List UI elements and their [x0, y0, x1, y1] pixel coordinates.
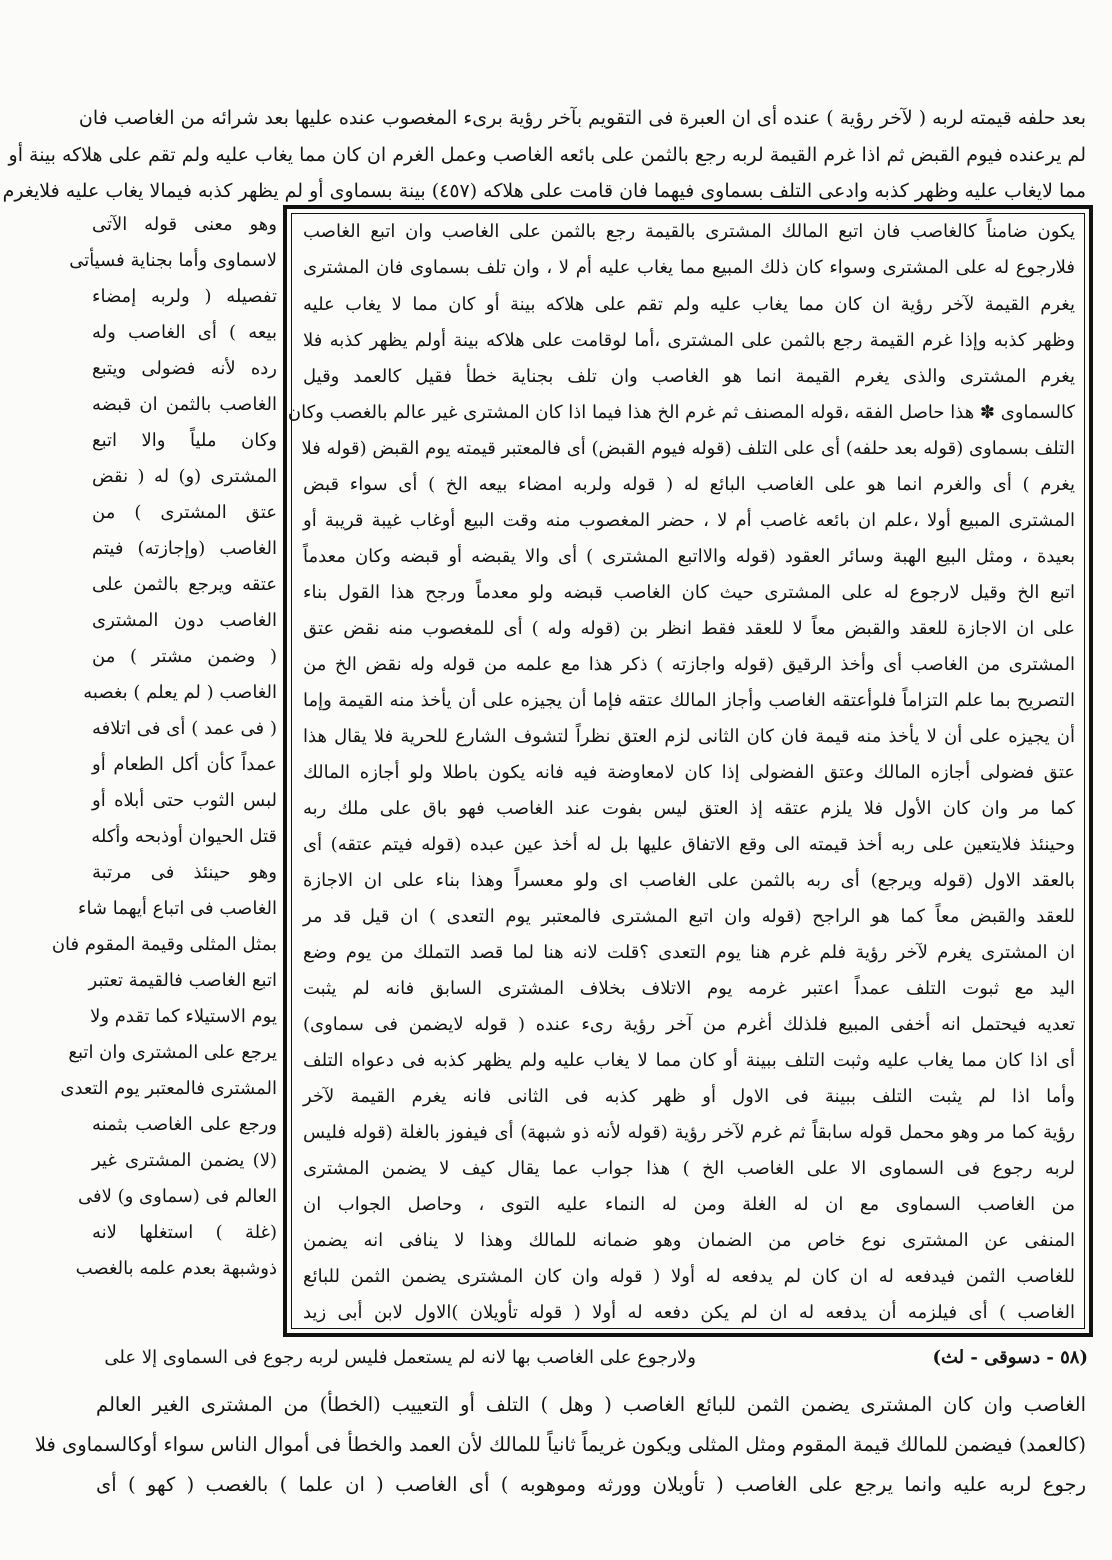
commentary-line: للغاصب الثمن فيدفعه له ان كان لم يدفعه له أولا ( قوله وان كان المشترى يضمن الثمن للبائع — [303, 1266, 1075, 1287]
side-line: اتبع الغاصب فالقيمة تعتبر — [88, 970, 277, 991]
side-line: ذوشبهة بعدم علمه بالغصب — [75, 1258, 277, 1279]
commentary-line: وأما اذا لم يثبت التلف ببينة فى الاول أو ظهر كذبه فى الثانى فانه يغرم القيمة لآخر — [303, 1086, 1075, 1107]
bottom-line: رجوع لربه عليه وانما يرجع على الغاصب ( تأويلان وورثه وموهوبه ) أى الغاصب ( ان علما ) بالغصب ( كهو ) أى — [96, 1473, 1086, 1496]
footnote-tail: ولارجوع على الغاصب بها لانه لم يستعمل فليس لربه رجوع فى السماوى إلا على — [104, 1347, 696, 1368]
side-line: رده لأنه فضولى ويتبع — [92, 358, 277, 379]
side-line: الغاصب (وإجازته) فيتم — [92, 538, 277, 559]
side-line: عمداً كأن أكل الطعام أو — [92, 754, 277, 775]
side-line: بمثل المثلى وقيمة المقوم فان — [51, 934, 277, 955]
side-line: المشترى فالمعتبر يوم التعدى — [60, 1078, 277, 1099]
commentary-line: أن يجيزه على أن لا يأخذ منه قيمة فان كان الثانى لزم العتق نظراً لتشوف الشارع للحرية فلا يقال هذا — [303, 726, 1075, 747]
side-line: ( وضمن مشتر ) من — [92, 646, 277, 667]
commentary-line: تعديه فيحتمل انه أخفى المبيع فلذلك أغرم من آخر رؤية رىء عنده ( قوله لايضمن فى سماوى) — [303, 1014, 1075, 1035]
commentary-line: بعيدة ، ومثل البيع الهبة وسائر العقود (قوله والااتبع المشترى ) أى والا يقبضه أو قبضه وكان معدماً — [303, 546, 1075, 567]
commentary-line: فلارجوع له على المشترى وسواء كان ذلك المبيع مما يغاب عليه أم لا ، وان تلف بسماوى فان المشترى — [303, 257, 1075, 278]
side-line: ورجع على الغاصب بثمنه — [92, 1114, 277, 1135]
commentary-line: يغرم القيمة لآخر رؤية ان كان مما يغاب عليه ولم تقم على هلاكه بينة أو كان مما لا يغاب عليه — [303, 294, 1075, 315]
commentary-line: كما مر وان كان الأول فلا يلزم عتقه إذ العتق ليس بفوت عند الغاصب فهو باق على ملك ربه — [303, 798, 1075, 819]
commentary-line: عتق فضولى أجازه المالك وعتق الفضولى إذا كان لامعاوضة فيه فانه يكون باطلا ولو أجازه المالك — [303, 762, 1075, 783]
side-line: الغاصب فى اتباع أيهما شاء — [77, 898, 277, 919]
commentary-line: بالعقد الاول (قوله ويرجع) أى ربه بالثمن على الغاصب اى ولو معسراً وهذا بناء على ان الاجازة — [303, 870, 1075, 891]
bottom-line: الغاصب وان كان المشترى يضمن الثمن للبائع الغاصب ( وهل ) التلف أو التعييب (الخطأ) من المشترى الغير العالم — [96, 1393, 1086, 1416]
commentary-line: المنفى عن المشترى نوع خاص من الضمان وهو ضمانه للمالك وهذا لا ينافى انه يضمن — [303, 1230, 1075, 1251]
commentary-line: اليد مع ثبوت التلف عمداً اعتبر غرمه يوم الاتلاف بخلاف المشترى السابق فانه لم يثبت — [303, 978, 1075, 999]
side-line: عتق المشترى ) من — [92, 502, 277, 523]
side-line: قتل الحيوان أوذبحه وأكله — [91, 826, 277, 847]
top-line: لم يرعنده فيوم القبض ثم اذا غرم القيمة لربه رجع بالثمن على بائعه الغاصب وعمل الغرم ان كان مما يغاب عليه ولم تقم على هلاكه بينة أو — [8, 144, 1086, 166]
commentary-line: يغرم المشترى والذى يغرم القيمة انما هو الغاصب وان تلف بجناية خطأ فقيل كالعمد وقيل — [303, 366, 1075, 387]
commentary-line: يكون ضامناً كالغاصب فان اتبع المالك المشترى بالقيمة رجع بالثمن على الغاصب وان اتبع الغاصب — [303, 221, 1075, 242]
commentary-line: على ان الاجازة للعقد والقبض معاً لا للعقد فقط انظر بن (قوله وله ) أى للمغصوب منه نقض عتق — [303, 618, 1075, 639]
side-line: لبس الثوب حتى أبلاه أو — [92, 790, 277, 811]
side-line: ( فى عمد ) أى فى اتلافه — [92, 718, 277, 739]
top-line: مما لايغاب عليه وظهر كذبه وادعى التلف بسماوى فيهما فان قامت على هلاكه (٤٥٧) بينة بسماوى أو لم يظهر كذبه فيمالا يغاب عليه فلايغرم — [2, 180, 1086, 202]
commentary-line: المشترى من الغاصب أى وأخذ الرقيق (قوله واجازته ) ذكر هذا مع علمه من قوله وله نقض الخ من — [303, 654, 1075, 675]
commentary-line: من الغاصب السماوى مع ان له الغلة ومن له النماء عليه التوى ، وحاصل الجواب ان — [303, 1194, 1075, 1215]
commentary-line: الغاصب ) أى فيلزمه أن يدفعه له ان لم يكن دفعه له أولا ( قوله تأويلان )الاول لابن أبى زيد — [303, 1302, 1075, 1323]
commentary-line: يغرم ) أى والغرم انما هو على الغاصب البائع له ( قوله ولربه امضاء بيعه الخ ) أى سواء قبض — [303, 474, 1075, 495]
commentary-line: المشترى المبيع أولا ،علم ان بائعه غاصب أم لا ، حضر المغصوب منه وقت البيع أوغاب غيبة قريبة أو — [303, 510, 1075, 531]
commentary-line: للعقد والقبض معاً كما هو الراجح (قوله وان اتبع المشترى فالمعتبر يوم التعدى ) ان قيل قد مر — [303, 906, 1076, 927]
commentary-line: أى اذا كان مما يغاب عليه وثبت التلف ببينة أو كان مما لا يغاب عليه ولم يظهر كذبه فى دعواه التلف — [303, 1050, 1075, 1071]
side-line: (غلة ) استغلها لانه — [92, 1222, 277, 1243]
commentary-line: وظهر كذبه وإذا غرم القيمة رجع بالثمن على المشترى ،أما لوقامت على هلاكه بينة أولم يظهر كذبه فلا — [303, 330, 1075, 351]
commentary-line: التصريح بما علم التزاماً فلوأعتقه الغاصب وأجاز المالك عتقه فإما أن يجيزه على أن يأخذ منه القيمة وإما — [303, 690, 1075, 711]
commentary-line: ان المشترى يغرم لآخر رؤية فلم غرم هنا يوم التعدى ؟قلت لانه هنا لما قصد التملك من يوم وضع — [303, 942, 1076, 963]
commentary-line: لربه رجوع فى السماوى الا على الغاصب الخ ) هذا جواب عما يقال كيف لا يضمن المشترى — [303, 1158, 1075, 1179]
side-line: وكان ملياً والا اتبع — [92, 430, 277, 451]
side-line: بيعه ) أى الغاصب وله — [92, 322, 277, 343]
side-line: يوم الاستيلاء كما تقدم ولا — [90, 1006, 277, 1027]
side-line: تفصيله ( ولربه إمضاء — [92, 286, 277, 307]
commentary-line: رؤية كما مر وهو محمل قوله سابقاً ثم غرم لآخر رؤية (قوله لأنه ذو شبهة) أى فيفوز بالغلة (قوله فليس — [303, 1122, 1075, 1143]
side-line: وهو حينئذ فى مرتبة — [92, 862, 277, 883]
commentary-line: كالسماوى ✽ هذا حاصل الفقه ،قوله المصنف ثم غرم الخ هذا فيما اذا كان المشترى غير عالم بالغصب وكان — [287, 402, 1075, 423]
side-line: الغاصب بالثمن ان قبضه — [92, 394, 277, 415]
side-line: يرجع على المشترى وان اتبع — [68, 1042, 277, 1063]
commentary-line: التلف بسماوى (قوله بعد حلفه) أى على التلف (قوله فيوم القبض) أى فالمعتبر قيمته يوم القبض (قوله فلا — [301, 438, 1075, 459]
side-line: لاسماوى وأما بجناية فسيأتى — [69, 250, 277, 271]
commentary-line: اتبع الخ وقيل لارجوع له على المشترى حيث كان الغاصب قبضه ولو معدماً ورجح هذا القول بناء — [303, 582, 1075, 603]
side-line: الغاصب دون المشترى — [92, 610, 277, 631]
bottom-line: (كالعمد) فيضمن للمالك قيمة المقوم ومثل المثلى ويكون غريماً ثانياً للمالك لأن العمد والخطأ فى أموال الناس سواء أوكالسماوى فلا — [34, 1433, 1086, 1456]
side-line: وهو معنى قوله الآتى — [92, 214, 277, 235]
top-line: بعد حلفه قيمته لربه ( لآخر رؤية ) عنده أى ان العبرة فى التقويم بآخر رؤية برىء المغصوب عنده عليها بعد شرائه من الغاصب فان — [78, 107, 1086, 129]
side-line: عتقه ويرجع بالثمن على — [92, 574, 277, 595]
commentary-line: وحينئذ فلايتعين على ربه أخذ قيمته الى وقع الاتفاق عليها بل له أخذ عين عبده (قوله فيتم عتقه) أى — [303, 834, 1075, 855]
page-folio: (٥٨ - دسوقى - لث) — [932, 1347, 1088, 1368]
side-line: العالم فى (سماوى و) لافى — [78, 1186, 277, 1207]
side-line: الغاصب ( لم يعلم ) بغصبه — [83, 682, 277, 703]
side-line: (لا) يضمن المشترى غير — [92, 1150, 277, 1171]
side-line: المشترى (و) له ( نقض — [92, 466, 277, 487]
